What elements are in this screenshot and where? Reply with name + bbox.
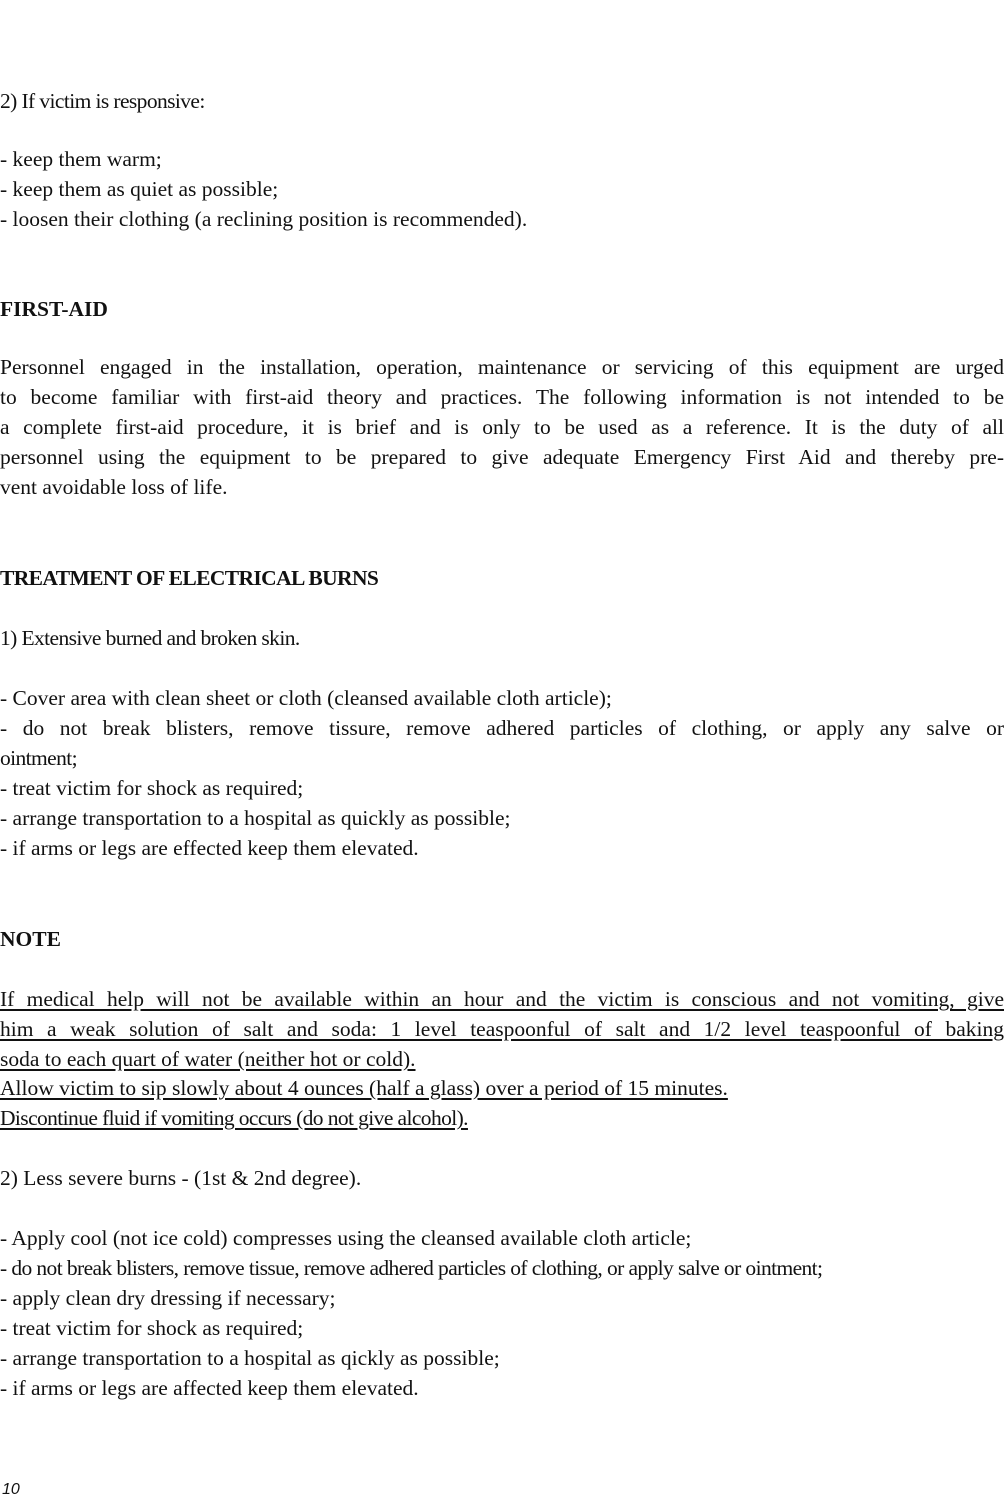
list-item: - do not break blisters, remove tissure, remove adhered particles of clothing, or apply any salve or [0,716,1004,740]
list-item: ointment; [0,746,78,770]
list-item: - do not break blisters, remove tissue, remove adhered particles of clothing, or apply salve or ointment; [0,1256,823,1280]
list-item: - treat victim for shock as required; [0,776,304,800]
note-line: If medical help will not be available within an hour and the victim is conscious and not vomiting, give [0,987,1004,1011]
note-line: soda to each quart of water (neither hot or cold). [0,1047,416,1071]
list-item: - loosen their clothing (a reclining position is recommended). [0,207,528,231]
first-aid-heading: FIRST-AID [0,297,108,321]
list-item: - keep them as quiet as possible; [0,177,279,201]
list-item: - Cover area with clean sheet or cloth (cleansed available cloth article); [0,686,612,710]
list-item: - if arms or legs are effected keep them elevated. [0,836,419,860]
list-item: - if arms or legs are affected keep them elevated. [0,1376,419,1400]
list-item: - apply clean dry dressing if necessary; [0,1286,336,1310]
note-line: Discontinue fluid if vomiting occurs (do not give alcohol). [0,1106,468,1130]
list-item: - keep them warm; [0,147,162,171]
less-severe-heading: 2) Less severe burns - (1st & 2nd degree). [0,1166,362,1190]
paragraph-line: personnel using the equipment to be prepared to give adequate Emergency First Aid and thereby pre- [0,445,1004,469]
paragraph-line: a complete first-aid procedure, it is brief and is only to be used as a reference. It is the duty of all [0,415,1004,439]
list-item: - Apply cool (not ice cold) compresses using the cleansed available cloth article; [0,1226,692,1250]
list-item: - arrange transportation to a hospital as qickly as possible; [0,1346,500,1370]
paragraph-line: to become familiar with first-aid theory and practices. The following information is not intended to be [0,385,1004,409]
burns-heading: TREATMENT OF ELECTRICAL BURNS [0,566,379,590]
note-heading: NOTE [0,927,61,951]
list-item: - arrange transportation to a hospital as quickly as possible; [0,806,511,830]
note-line: him a weak solution of salt and soda: 1 level teaspoonful of salt and 1/2 level teaspoonful of baking [0,1017,1004,1041]
extensive-burns-heading: 1) Extensive burned and broken skin. [0,626,300,650]
paragraph-line: vent avoidable loss of life. [0,475,228,499]
list-item: - treat victim for shock as required; [0,1316,304,1340]
page-number: 10 [2,1481,20,1498]
paragraph-line: Personnel engaged in the installation, operation, maintenance or servicing of this equipment are urged [0,355,1004,379]
responsive-heading: 2) If victim is responsive: [0,89,205,113]
note-line: Allow victim to sip slowly about 4 ounces (half a glass) over a period of 15 minutes. [0,1076,728,1100]
